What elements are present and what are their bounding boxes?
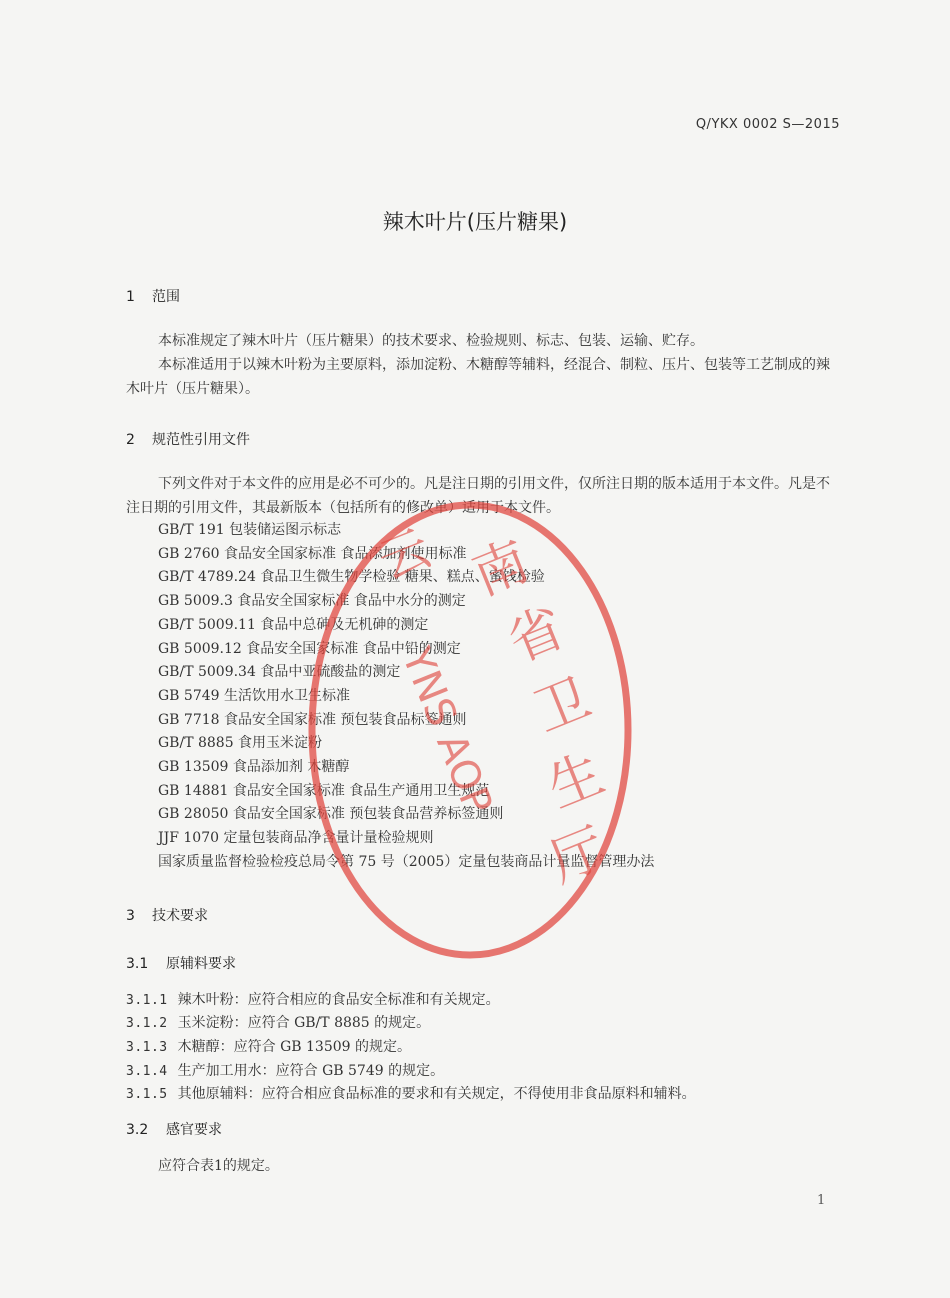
clause-text: 生产加工用水：应符合 GB 5749 的规定。 xyxy=(177,1063,445,1079)
section-number: 3.1 xyxy=(126,956,149,972)
clause-text: 玉米淀粉：应符合 GB/T 8885 的规定。 xyxy=(177,1015,431,1031)
reference-item: GB 5749 生活饮用水卫生标准 xyxy=(158,687,351,704)
reference-item: GB/T 4789.24 食品卫生微生物学检验 糖果、糕点、蜜饯检验 xyxy=(158,569,545,586)
clause-text: 木糖醇：应符合 GB 13509 的规定。 xyxy=(177,1039,411,1055)
section-number: 2 xyxy=(126,432,135,448)
section-number: 1 xyxy=(126,289,135,305)
page-number: 1 xyxy=(817,1193,826,1208)
section-number: 3.2 xyxy=(126,1122,149,1138)
seal-char: 云 xyxy=(370,518,439,591)
seal-char: 生 xyxy=(538,741,613,820)
section-3-heading xyxy=(126,905,208,925)
subsection-3-1-heading xyxy=(126,953,236,973)
reference-item: GB 13509 食品添加剂 木糖醇 xyxy=(158,759,350,776)
reference-item: GB 14881 食品安全国家标准 食品生产通用卫生规范 xyxy=(158,782,490,799)
seal-char: 卫 xyxy=(525,665,600,745)
section-number: 3 xyxy=(126,908,135,924)
section-title: 原辅料要求 xyxy=(166,956,236,972)
clause-number: 3.1.2 xyxy=(126,1016,168,1031)
seal-char: 厅 xyxy=(540,815,615,895)
reference-item: GB 7718 食品安全国家标准 预包装食品标签通则 xyxy=(158,711,467,728)
reference-item: JJF 1070 定量包装商品净含量计量检验规则 xyxy=(158,830,434,847)
section-title: 范围 xyxy=(152,289,180,305)
seal-char: 南 xyxy=(463,528,538,608)
scope-paragraph-2 xyxy=(126,353,842,401)
paragraph-text: 本标准适用于以辣木叶粉为主要原料，添加淀粉、木糖醇等辅料，经混合、制粒、压片、包装等工艺制成的辣木叶片（压片糖果）。 xyxy=(126,357,830,397)
subsection-3-2-heading xyxy=(126,1119,222,1139)
clause-3-1-5 xyxy=(126,1083,696,1103)
section-2-heading xyxy=(126,429,250,449)
seal-char: YNS AOP xyxy=(392,641,501,821)
clause-text: 其他原辅料：应符合相应食品标准的要求和有关规定，不得使用非食品原料和辅料。 xyxy=(177,1086,696,1102)
clause-text: 辣木叶粉：应符合相应的食品安全标准和有关规定。 xyxy=(177,992,500,1008)
seal-char: 省 xyxy=(499,595,573,675)
paragraph-text: 本标准规定了辣木叶片（压片糖果）的技术要求、检验规则、标志、包装、运输、贮存。 xyxy=(158,333,704,349)
clause-number: 3.1.5 xyxy=(126,1087,168,1102)
clause-number: 3.1.1 xyxy=(126,993,168,1008)
reference-item: GB/T 5009.11 食品中总砷及无机砷的测定 xyxy=(158,616,429,633)
standard-code: Q/YKX 0002 S—2015 xyxy=(695,117,840,132)
document-title: 辣木叶片(压片糖果) xyxy=(382,210,568,234)
reference-item: GB/T 191 包装储运图示标志 xyxy=(158,522,342,538)
clause-3-1-4 xyxy=(126,1060,444,1080)
clause-3-1-3 xyxy=(126,1036,411,1056)
reference-item: GB/T 5009.34 食品中亚硫酸盐的测定 xyxy=(158,664,401,681)
section-title: 技术要求 xyxy=(152,908,208,924)
section-title: 感官要求 xyxy=(166,1122,222,1138)
scope-paragraph-1 xyxy=(126,329,842,353)
reference-item: 国家质量监督检验检疫总局令第 75 号（2005）定量包装商品计量监督管理办法 xyxy=(158,853,655,870)
sensory-requirement-text: 应符合表1的规定。 xyxy=(158,1158,279,1174)
reference-item: GB 5009.12 食品安全国家标准 食品中铅的测定 xyxy=(158,640,461,657)
references-intro xyxy=(126,472,842,520)
reference-item: GB/T 8885 食用玉米淀粉 xyxy=(158,735,323,752)
reference-item: GB 2760 食品安全国家标准 食品添加剂使用标准 xyxy=(158,545,467,562)
clause-number: 3.1.3 xyxy=(126,1040,168,1055)
section-1-heading xyxy=(126,286,180,306)
reference-item: GB 28050 食品安全国家标准 预包装食品营养标签通则 xyxy=(158,806,504,823)
clause-number: 3.1.4 xyxy=(126,1064,168,1079)
section-title: 规范性引用文件 xyxy=(152,432,250,448)
clause-3-1-2 xyxy=(126,1012,430,1032)
paragraph-text: 下列文件对于本文件的应用是必不可少的。凡是注日期的引用文件，仅所注日期的版本适用于本文件。凡是不注日期的引用文件，其最新版本（包括所有的修改单）适用于本文件。 xyxy=(126,476,830,516)
reference-item: GB 5009.3 食品安全国家标准 食品中水分的测定 xyxy=(158,593,466,610)
reference-list xyxy=(158,519,654,875)
clause-3-1-1 xyxy=(126,989,500,1009)
